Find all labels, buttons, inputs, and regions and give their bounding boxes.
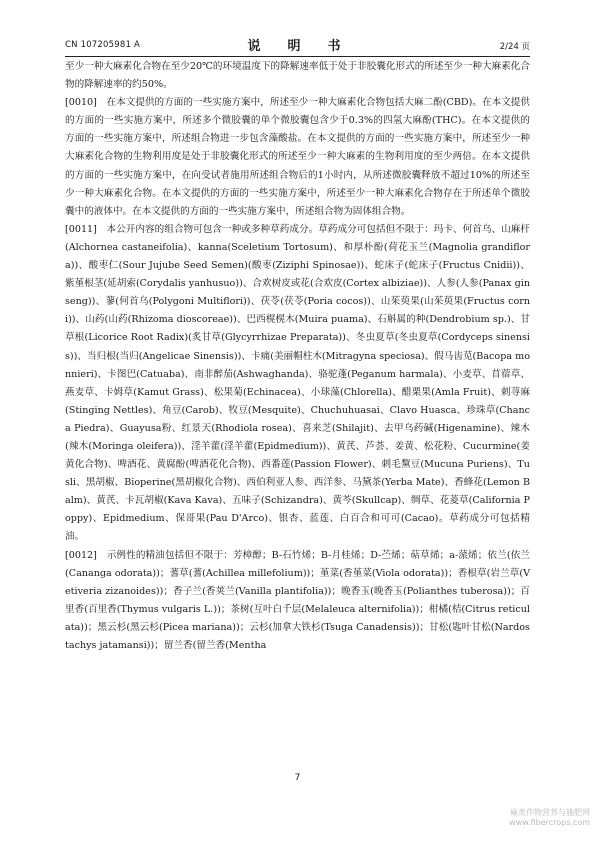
watermark-line-2: www.fibercrops.com bbox=[509, 818, 590, 827]
page-indicator: 2/24 页 bbox=[499, 42, 530, 52]
publication-number: CN 107205981 A bbox=[65, 40, 140, 50]
page-header bbox=[65, 34, 530, 54]
watermark bbox=[460, 808, 590, 828]
paragraph-0012: [0012] 示例性的精油包括但不限于：芳樟醇；B-石竹烯；B-月桂烯；D-苎烯；萜草烯；a-蒎烯；依兰(依兰(Cananga odorata))；蓍草(蓍(Achillea millefolium))；堇菜(香堇菜(Viola odorata))；香根草(岩兰草(Vetiveria zizanoides))；香子兰(香荚兰(Vanilla plantifolia))；晚香玉(晚香玉(Polianthes tuberosa))；百里香(百里香(Thymus vulgaris L.))；茶树(互叶白千层(Melaleuca alternifolia))；柑橘(桔(Citrus reticulata))；黑云杉(黑云杉(Picea mariana))；云杉(加拿大铁杉(Tsuga Canadensis))；甘松(匙叶甘松(Nardostachys jatamansi))；留兰香(留兰香(Mentha bbox=[65, 549, 530, 651]
description-body bbox=[65, 58, 530, 655]
page-number: 7 bbox=[294, 773, 301, 783]
document-title: 说 明 书 bbox=[247, 39, 348, 54]
paragraph-continuation: 至少一种大麻素化合物在至少20℃的环境温度下的降解速率低于处于非胶囊化形式的所述至少一种大麻素化合物的降解速率的约50%。 bbox=[65, 61, 530, 91]
paragraph-0010: [0010] 在本文提供的方面的一些实施方案中，所述至少一种大麻素化合物包括大麻二酚(CBD)。在本文提供的方面的一些实施方案中，所述多个微胶囊的单个微胶囊包含少于0.3%的四氢大麻酚(THC)。在本文提供的方面的一些实施方案中，所述组合物进一步包含藻酸盐。在本文提供的方面的一些实施方案中，所述至少一种大麻素化合物的生物利用度是处于非胶囊化形式的所述至少一种大麻素的生物利用度的至少两倍。在本文提供的方面的一些实施方案中，在向受试者施用所述组合物后的1小时内，从所述微胶囊释放不超过10%的所述至少一种大麻素化合物。在本文提供的方面的一些实施方案中，所述至少一种大麻素化合物存在于所述单个微胶囊中的液体中。在本文提供的方面的一些实施方案中，所述组合物为固体组合物。 bbox=[65, 97, 530, 217]
paragraph-0011: [0011] 本公开内容的组合物可包含一种或多种草药成分。草药成分可包括但不限于：玛卡、何首乌、山麻杆(Alchornea castaneifolia)、kanna(Sceletium Tortosum)、和厚朴酚(荷花玉兰(Magnolia grandiflora))、酸枣仁(Sour Jujube Seed Semen)(酸枣(Ziziphi Spinosae))、蛇床子(蛇床子(Fructus Cnidii))、紫堇根茎(延胡索(Corydalis yanhusuo))、合欢树皮或花(合欢皮(Cortex albiziae))、人参(人参(Panax ginseng))、蓼(何首乌(Polygoni Multiflori))、茯苓(茯苓(Poria cocos))、山茱萸果(山茱萸果(Fructus corni))、山药(山药(Rhizoma dioscoreae))、巴西榥榥木(Muira puama)、石斛属的种(Dendrobium sp.)、甘草根(Licorice Root Radix)(炙甘草(Glycyrrhizae Preparata))、冬虫夏草(冬虫夏草(Cordyceps sinensis))、当归根(当归(Angelicae Sinensis))、卡痛(美丽帽柱木(Mitragyna speciosa)、假马齿苋(Bacopa monnieri)、卡图巴(Catuaba)、南非醉茄(Ashwaghanda)、骆驼蓬(Peganum harmala)、小麦草、苜蓿草、燕麦草、卡姆草(Kamut Grass)、松果菊(Echinacea)、小球藻(Chlorella)、醋栗果(Amla Fruit)、刺荨麻(Stinging Nettles)、角豆(Carob)、牧豆(Mesquite)、Chuchuhuasai、Clavo Huasca、珍珠草(Chanca Piedra)、Guayusa粉、红景天(Rhodiola rosea)、喜来芝(Shilajit)、去甲乌药碱(Higenamine)、辣木(辣木(Moringa oleifera))、淫羊藿(淫羊藿(Epidmedium))、黄芪、芦荟、姜黄、松花粉、Cucurmine(姜黄化合物)、啤酒花、黄腐酚(啤酒花化合物)、西番莲(Passion Flower)、刺毛黧豆(Mucuna Puriens)、Tusli、黑胡椒、Bioperine(黑胡椒化合物)、西伯利亚人参、西洋参、马黛茶(Yerba Mate)、香蜂花(Lemon Balm)、黄芪、卡瓦胡椒(Kava Kava)、五味子(Schizandra)、黄芩(Skullcap)、绸草、花菱草(California Poppy)、Epidmedium、保哥果(Pau D'Arco)、银杏、蓝莲、白百合和可可(Cacao)。草药成分可包括精油。 bbox=[65, 223, 530, 543]
watermark-line-1: 麻类作物营养与施肥网 bbox=[510, 808, 590, 817]
header-rule bbox=[65, 56, 530, 57]
